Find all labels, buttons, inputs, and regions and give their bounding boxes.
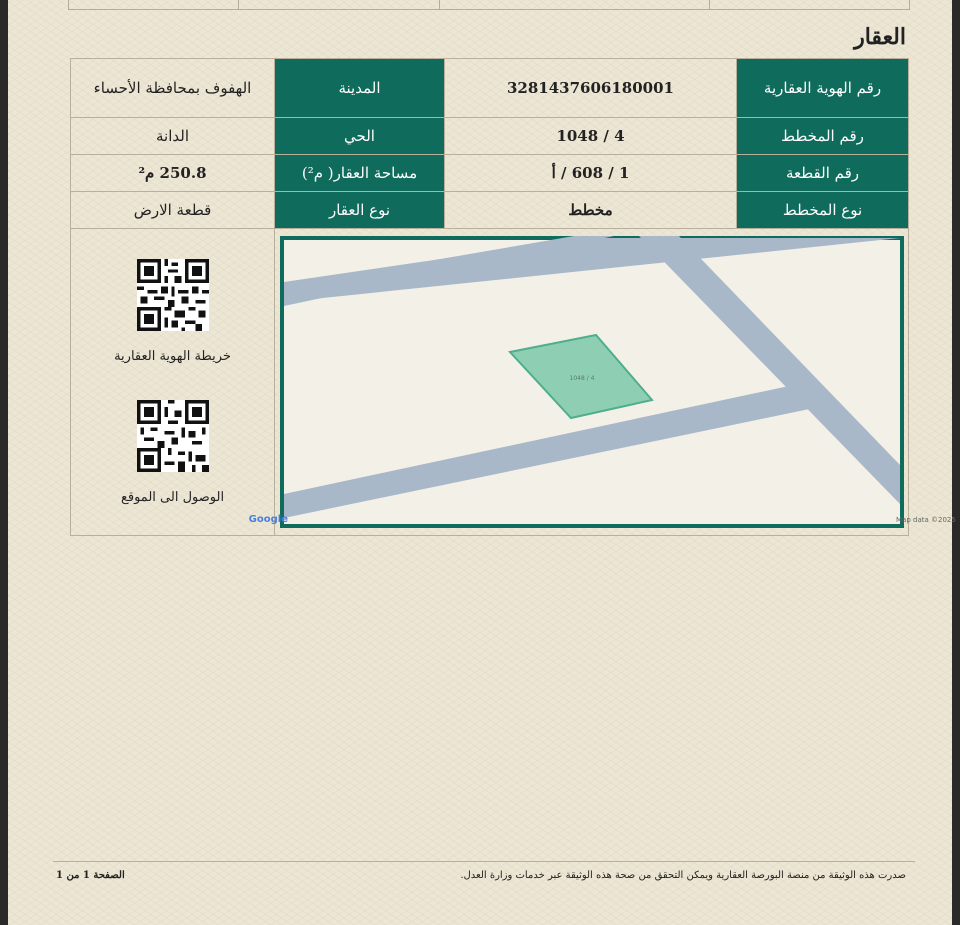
table-row [71, 155, 909, 192]
label-plan-type: نوع المخطط [737, 192, 909, 229]
value-plan-type: مخطط [445, 192, 737, 229]
label-plot-number: رقم القطعة [737, 155, 909, 192]
qr-label-map: خريطة الهوية العقارية [114, 349, 231, 364]
cut-cell [709, 0, 909, 9]
label-plan-number: رقم المخطط [737, 118, 909, 155]
previous-table-row-cut [68, 0, 910, 10]
qr-label-location: الوصول الى الموقع [120, 490, 225, 505]
cut-cell [238, 0, 438, 9]
label-property-id: رقم الهوية العقارية [737, 59, 909, 118]
value-district: الدانة [71, 118, 275, 155]
label-area: مساحة العقار( م²) [275, 155, 445, 192]
map-cell [248, 229, 956, 536]
value-property-type: قطعة الارض [71, 192, 275, 229]
table-row [71, 192, 909, 229]
value-plot-number: 1 / 608 / أ [445, 155, 737, 192]
cut-cell [69, 0, 238, 9]
qr-code-icon[interactable] [137, 400, 209, 472]
value-property-id: 3281437606180001 [445, 59, 737, 118]
qr-cell [71, 229, 275, 536]
parcel-map[interactable] [248, 236, 956, 528]
cut-cell [439, 0, 709, 9]
label-property-type: نوع العقار [275, 192, 445, 229]
value-city: الهفوف بمحافظة الأحساء [71, 59, 275, 118]
table-row-map [71, 229, 909, 536]
parcel-label: 4 / 1048 [569, 375, 594, 382]
value-plan-number: 4 / 1048 [445, 118, 737, 155]
section-title: العقار [854, 24, 906, 50]
label-district: الحي [275, 118, 445, 155]
google-logo: Google [248, 514, 288, 525]
footer-divider [53, 861, 915, 862]
document-page [8, 0, 956, 925]
map-credit: Map data ©2025 [895, 516, 956, 524]
value-area: 250.8 م² [71, 155, 275, 192]
map-svg [248, 240, 956, 525]
footer-notice: صدرت هذه الوثيقة من منصة البورصة العقارية ويمكن التحقق من صحة هذه الوثيقة عبر خدمات وزارة العدل. [460, 870, 906, 881]
qr-code-icon[interactable] [137, 259, 209, 331]
table-row [71, 118, 909, 155]
label-city: المدينة [275, 59, 445, 118]
property-table [70, 58, 956, 536]
table-row [71, 59, 909, 118]
page-number: الصفحة 1 من 1 [56, 870, 125, 881]
